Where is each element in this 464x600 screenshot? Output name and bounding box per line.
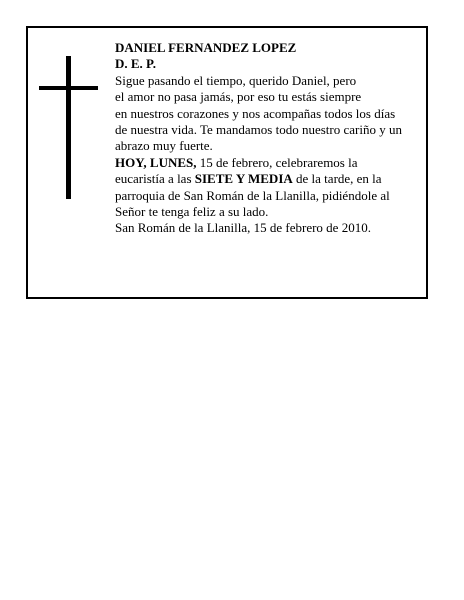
mass-time: SIETE Y MEDIA xyxy=(194,171,293,187)
notice-text xyxy=(115,40,423,237)
body-line: de nuestra vida. Te mandamos todo nuestro cariño y un xyxy=(115,122,402,138)
body-line: en nuestros corazones y nos acompañas todos los días xyxy=(115,105,396,121)
cross-vertical-bar xyxy=(66,56,71,199)
place-date-signature: San Román de la Llanilla, 15 de febrero de 2010. xyxy=(115,220,371,236)
cross-horizontal-bar xyxy=(39,86,98,90)
mass-afternoon-text: de la tarde, en la xyxy=(292,171,382,187)
body-line: el amor no pasa jamás, por eso tu estás siempre xyxy=(115,89,362,105)
body-line: Sigue pasando el tiempo, querido Daniel, pero xyxy=(115,72,357,88)
mass-line-3: parroquia de San Román de la Llanilla, pidiéndole al xyxy=(115,187,390,203)
mass-date-text: 15 de febrero, celebraremos la xyxy=(196,154,358,170)
mass-day: HOY, LUNES, xyxy=(115,154,197,170)
deceased-name: DANIEL FERNANDEZ LOPEZ xyxy=(115,40,297,55)
body-line: abrazo muy fuerte. xyxy=(115,138,213,154)
obituary-notice xyxy=(26,26,428,299)
mass-eucharist-text: eucaristía a las xyxy=(115,171,195,187)
mass-line-4: Señor te tenga feliz a su lado. xyxy=(115,204,269,220)
mass-line-2 xyxy=(115,171,423,187)
mass-line-1 xyxy=(115,155,423,171)
dep-abbreviation: D. E. P. xyxy=(115,56,157,72)
